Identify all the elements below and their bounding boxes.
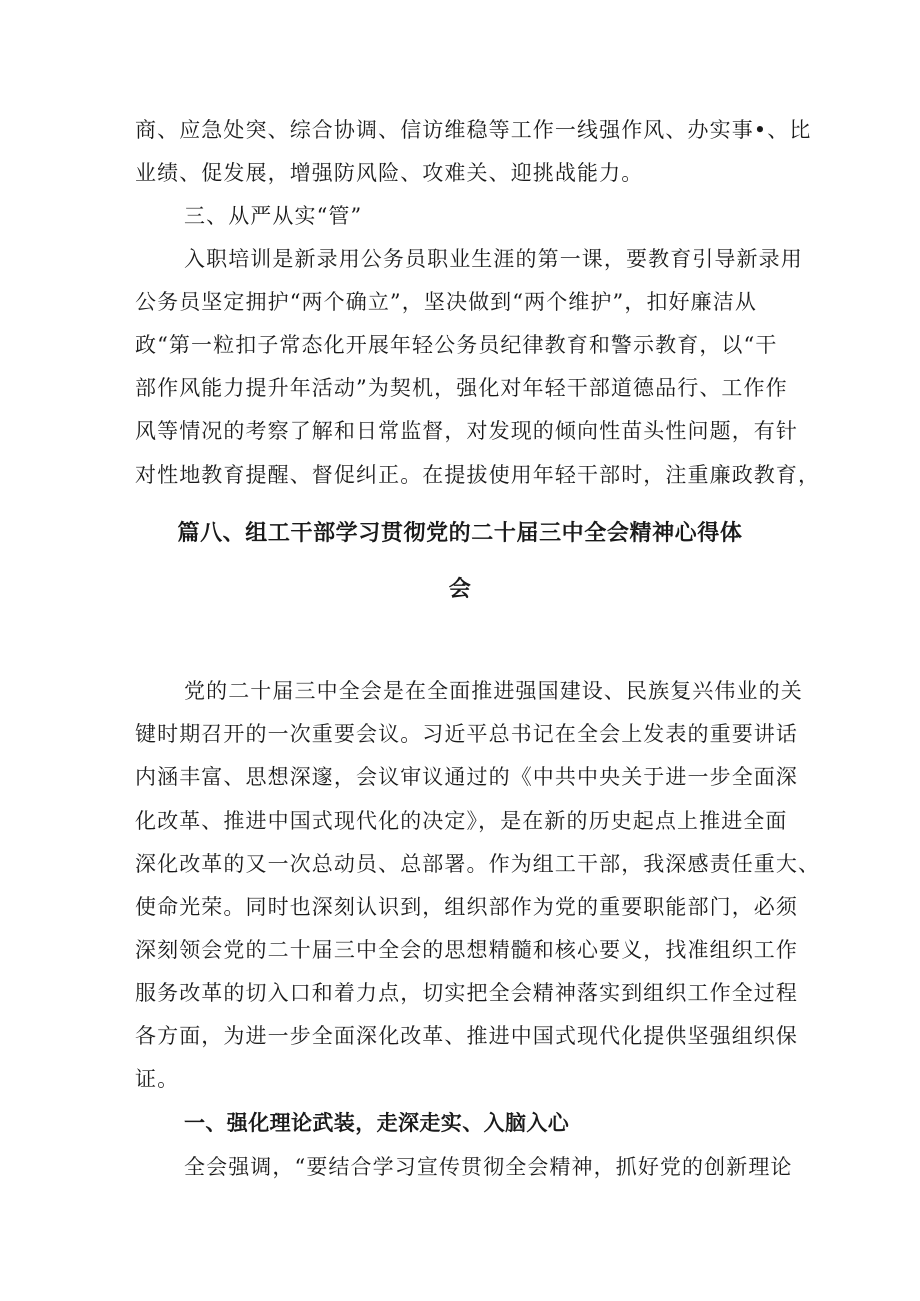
paragraph-line: 证。 [135, 1067, 180, 1091]
article-title-continued: 会 [448, 577, 472, 602]
paragraph-line: 各方面，为进一步全面深化改革、推进中国式现代化提供坚强组织保 [135, 1024, 798, 1048]
paragraph-line: 化改革、推进中国式现代化的决定》，是在新的历史起点上推进全面 [135, 809, 788, 833]
paragraph-line: 全会强调，“要结合学习宣传贯彻全会精神，抓好党的创新理论 [184, 1155, 793, 1179]
paragraph-line: 业绩、促发展，增强防风险、攻难关、迎挑战能力。 [135, 161, 644, 185]
paragraph-line: 入职培训是新录用公务员职业生涯的第一课，要教育引导新录用 [184, 247, 803, 271]
paragraph-line: 对性地教育提醒、督促纠正。在提拔使用年轻干部时，注重廉政教育， [135, 463, 821, 487]
section-heading: 一、强化理论武装，走深走实、入脑入心 [184, 1111, 570, 1135]
paragraph-line: 键时期召开的一次重要会议。习近平总书记在全会上发表的重要讲话 [135, 722, 798, 746]
article-title: 篇八、组工干部学习贯彻党的二十届三中全会精神心得体 [177, 521, 743, 546]
paragraph-line: 公务员坚定拥护“两个确立”，坚决做到“两个维护”，扣好廉洁从 [135, 290, 757, 314]
paragraph-line: 政“第一粒扣子常态化开展年轻公务员纪律教育和警示教育，以“干 [135, 333, 778, 357]
paragraph-line: 风等情况的考察了解和日常监督，对发现的倾向性苗头性问题，有针 [135, 419, 798, 443]
paragraph-line: 服务改革的切入口和着力点，切实把全会精神落实到组织工作全过程 [135, 981, 798, 1005]
paragraph-line: 党的二十届三中全会是在全面推进强国建设、民族复兴伟业的关 [184, 679, 803, 703]
paragraph-line: 使命光荣。同时也深刻认识到，组织部作为党的重要职能部门，必须 [135, 895, 798, 919]
paragraph-line: 商、应急处突、综合协调、信访维稳等工作一线强作风、办实事•、比 [135, 118, 812, 142]
paragraph-line: 深刻领会党的二十届三中全会的思想精髓和核心要义，找准组织工作 [135, 938, 798, 962]
paragraph-line: 深化改革的又一次总动员、总部署。作为组工干部，我深感责任重大、 [135, 852, 821, 876]
paragraph-line: 部作风能力提升年活动”为契机，强化对年轻干部道德品行、工作作 [135, 376, 788, 400]
section-heading: 三、从严从实“管” [184, 204, 363, 228]
paragraph-line: 内涵丰富、思想深邃，会议审议通过的《中共中央关于进一步全面深 [135, 765, 798, 789]
